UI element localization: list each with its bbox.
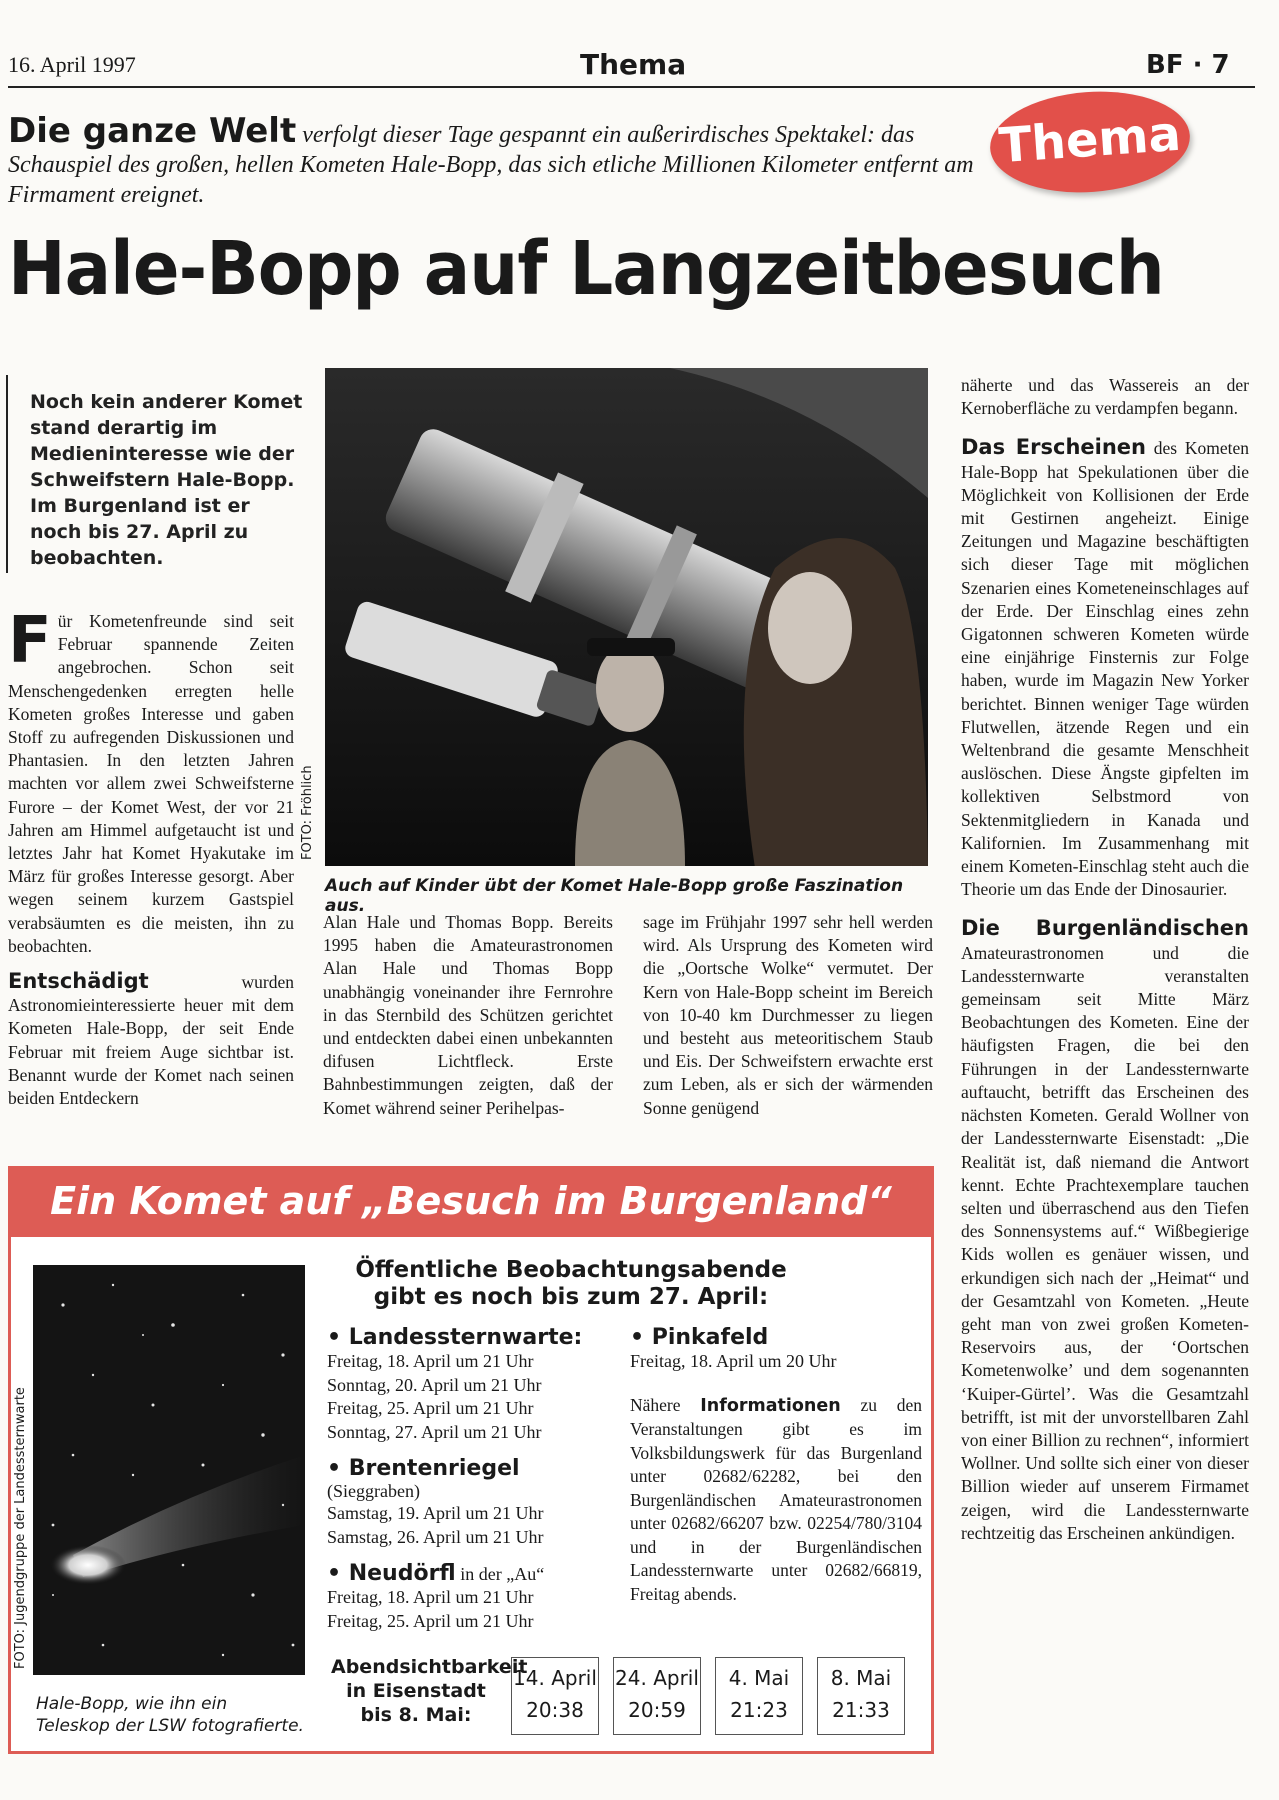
venue-landessternwarte: • Landessternwarte: Freitag, 18. April um 21 Uhr Sonntag, 20. April um 21 Uhr Freitag, 25. April um 21 Uhr Sonntag, 27. April um 21 Uhr: [327, 1325, 583, 1442]
comet-photo-credit: FOTO: Jugendgruppe der Landessternwarte: [13, 1387, 28, 1669]
venue-list-right: [630, 1325, 922, 1606]
article-paragraph: näherte und das Wassereis an der Kernoberfläche zu verdampfen begann.: [961, 375, 1249, 419]
telescope-photo: [325, 368, 928, 866]
comet-photo-caption: Hale-Bopp, wie ihn ein Teleskop der LSW fotografierte.: [36, 1694, 304, 1736]
box-title-bar: [11, 1169, 931, 1237]
drop-cap: F: [8, 604, 52, 678]
article-column-4: [961, 374, 1249, 1545]
headline: Hale-Bopp auf Langzeitbesuch: [8, 226, 1164, 312]
venue-brentenriegel: • Brentenriegel (Sieggraben) Samstag, 19. April um 21 Uhr Samstag, 26. April um 21 Uhr: [327, 1456, 544, 1547]
article-paragraph: Für Kometenfreunde sind seit Februar spannende Zeiten angebrochen. Schon seit Menschengedenken erregten helle Kometen großes Interesse und gaben Stoff zu aufregenden Diskussionen und Phantasien. In den letzten Jahren machten vor allem zwei Schweifsterne Furore – der Komet West, der vor 21 Jahren am Himmel aufgetaucht ist und letztes Jahr hat Komet Hyakutake im März für großes Interesse gesorgt. Aber wegen seinem kurzem Gastspiel verabsäumten es die meisten, ihn zu beobachten.: [8, 604, 294, 956]
observation-info-box: [8, 1166, 934, 1754]
publication-date: 16. April 1997: [8, 52, 136, 77]
article-column-2: Alan Hale und Thomas Bopp. Bereits 1995 haben die Amateurastronomen Alan Hale und Thomas Bopp unabhängig voneinander ihre Fernrohre in das Sternbild des Schützen gerichtet und entdeckten dabei einen unbekannten difusen Lichtfleck. Erste Bahnbestimmungen zeigten, daß der Komet während seiner Perihelpas-: [323, 912, 613, 1118]
header-rule: [8, 86, 1255, 88]
intro-paragraph: [8, 111, 993, 210]
page-number: BF · 7: [1146, 50, 1230, 80]
teaser: Noch kein anderer Komet stand derartig im Medieninteresse wie der Schweifstern Hale-Bopp. Im Burgenland ist er noch bis 27. April zu beobachten.: [6, 375, 306, 573]
venue-pinkafeld: • Pinkafeld Freitag, 18. April um 20 Uhr: [630, 1325, 837, 1371]
thema-badge: [987, 85, 1193, 199]
visibility-cell: 14. April 20:38: [511, 1657, 599, 1735]
article-column-1: [8, 604, 294, 1110]
article-paragraph: Entschädigt wurden Astronomieinteressierte heuer mit dem Kometen Hale-Bopp, der seit Ende Februar mit freiem Auge sichtbar ist. Benannt wurde der Komet nach seinen beiden Entdeckern: [8, 969, 294, 1109]
contact-info: Nähere Informationen zu den Veranstaltungen gibt es im Volksbildungswerk für das Burgenland unter 02682/62282, bei den Burgenländischen Amateurastronomen unter 02682/66207 bzw. 02254/780/3104 und in der Burgenländischen Landessternwarte unter 02682/66819, Freitag abends.: [630, 1394, 922, 1604]
photo-credit: FOTO: Fröhlich: [300, 765, 315, 860]
intro-text: verfolgt dieser Tage gespannt ein außerirdisches Spektakel: das Schauspiel des großen, hellen Kometen Hale-Bopp, das sich etliche Millionen Kilometer entfernt am Firmament ereignet.: [8, 122, 974, 208]
visibility-cell: 4. Mai 21:23: [715, 1657, 803, 1735]
run-in-heading: Die Burgenländischen: [961, 916, 1249, 941]
comet-photo-image: [33, 1265, 305, 1675]
photo-caption: Auch auf Kinder übt der Komet Hale-Bopp große Faszination aus.: [325, 876, 904, 916]
venue-list-left: [327, 1325, 607, 1645]
run-in-heading: Das Erscheinen: [961, 435, 1146, 460]
venue-neudoerfl: • Neudörfl in der „Au“ Freitag, 18. April um 21 Uhr Freitag, 25. April um 21 Uhr: [327, 1561, 545, 1631]
box-title: Ein Komet auf „Besuch im Burgenland“: [50, 1179, 892, 1223]
run-in-heading: Entschädigt: [8, 969, 149, 994]
visibility-label: Abendsichtbarkeit in Eisenstadt bis 8. Mai:: [331, 1656, 528, 1726]
section-title: Thema: [580, 48, 687, 81]
thema-badge-label: Thema: [997, 105, 1183, 175]
comet-photo: [33, 1265, 305, 1675]
intro-lead: Die ganze Welt: [8, 111, 297, 151]
article-column-3: sage im Frühjahr 1997 sehr hell werden wird. Als Ursprung des Kometen wird die „Oortsche Wolke“ vermutet. Der Kern von Hale-Bopp scheint im Bereich von 10-40 km Durchmesser zu liegen und besteht aus meteoritischem Staub und Eis. Der Schweifstern erwachte erst zum Leben, als er sich der wärmenden Sonne genügend: [643, 912, 933, 1118]
visibility-cell: 8. Mai 21:33: [817, 1657, 905, 1735]
box-heading: Öffentliche Beobachtungsabende gibt es noch bis zum 27. April:: [355, 1257, 787, 1310]
article-paragraph: Die Burgenländischen Amateurastronomen und die Landessternwarte veranstalten gemeinsam seit Mitte März Beobachtungen des Kometen. Eine der häufigsten Fragen, die bei den Führungen in der Landessternwarte auftaucht, betrifft das Erscheinen des nächsten Kometen. Gerald Wollner von der Landessternwarte Eisenstadt: „Die Realität ist, daß niemand die Antwort kennt. Echte Prachtexemplare tauchen selten und überraschend aus den Tiefen des Sonnensystems auf.“ Wißbegierige Kids wollen es genäuer wissen, und erkundigen sich nach der „Heimat“ und der Gesamtzahl von Kometen. „Heute geht man von zwei großen Kometen-Reservoirs aus, der ‘Oortschen Kometenwolke’ und dem sogenannten ‘Kuiper-Gürtel’. Was die Gesamtzahl betrifft, ist mit der unvorstellbaren Zahl von einer Billion zu rechnen“, informiert Wollner. Und sollte sich einer von dieser Billion wieder auf unserem Firmamet zeigen, wird die Landessternwarte rechtzeitig das Erscheinen ankündigen.: [961, 916, 1249, 1543]
article-paragraph: Das Erscheinen des Kometen Hale-Bopp hat Spekulationen über die Möglichkeit von Kollisionen der Erde mit Gestirnen angeheizt. Einige Zeitungen und Magazine beschäftigten sich dieser Tage mit möglichen Szenarien eines Kometeneinschlages auf der Erde. Der Einschlag eines zehn Gigatonnen schweren Kometen würde eine einjährige Finsternis zur Folge haben, wurde im Magazin New Yorker berichtet. Binnen weniger Tage würden Flutwellen, ätzende Regen und ein Weltenbrand die gesamte Menschheit auslöschen. Diese Ängste gipfelten im kollektiven Selbstmord von Sektenmitgliedern in Kanada und Kalifornien. Im Zusammenhang mit einem Kometen-Einschlag steht auch die Theorie um das Ende der Dinosaurier.: [961, 435, 1249, 900]
visibility-cell: 24. April 20:59: [613, 1657, 701, 1735]
telescope-photo-image: [325, 368, 928, 866]
